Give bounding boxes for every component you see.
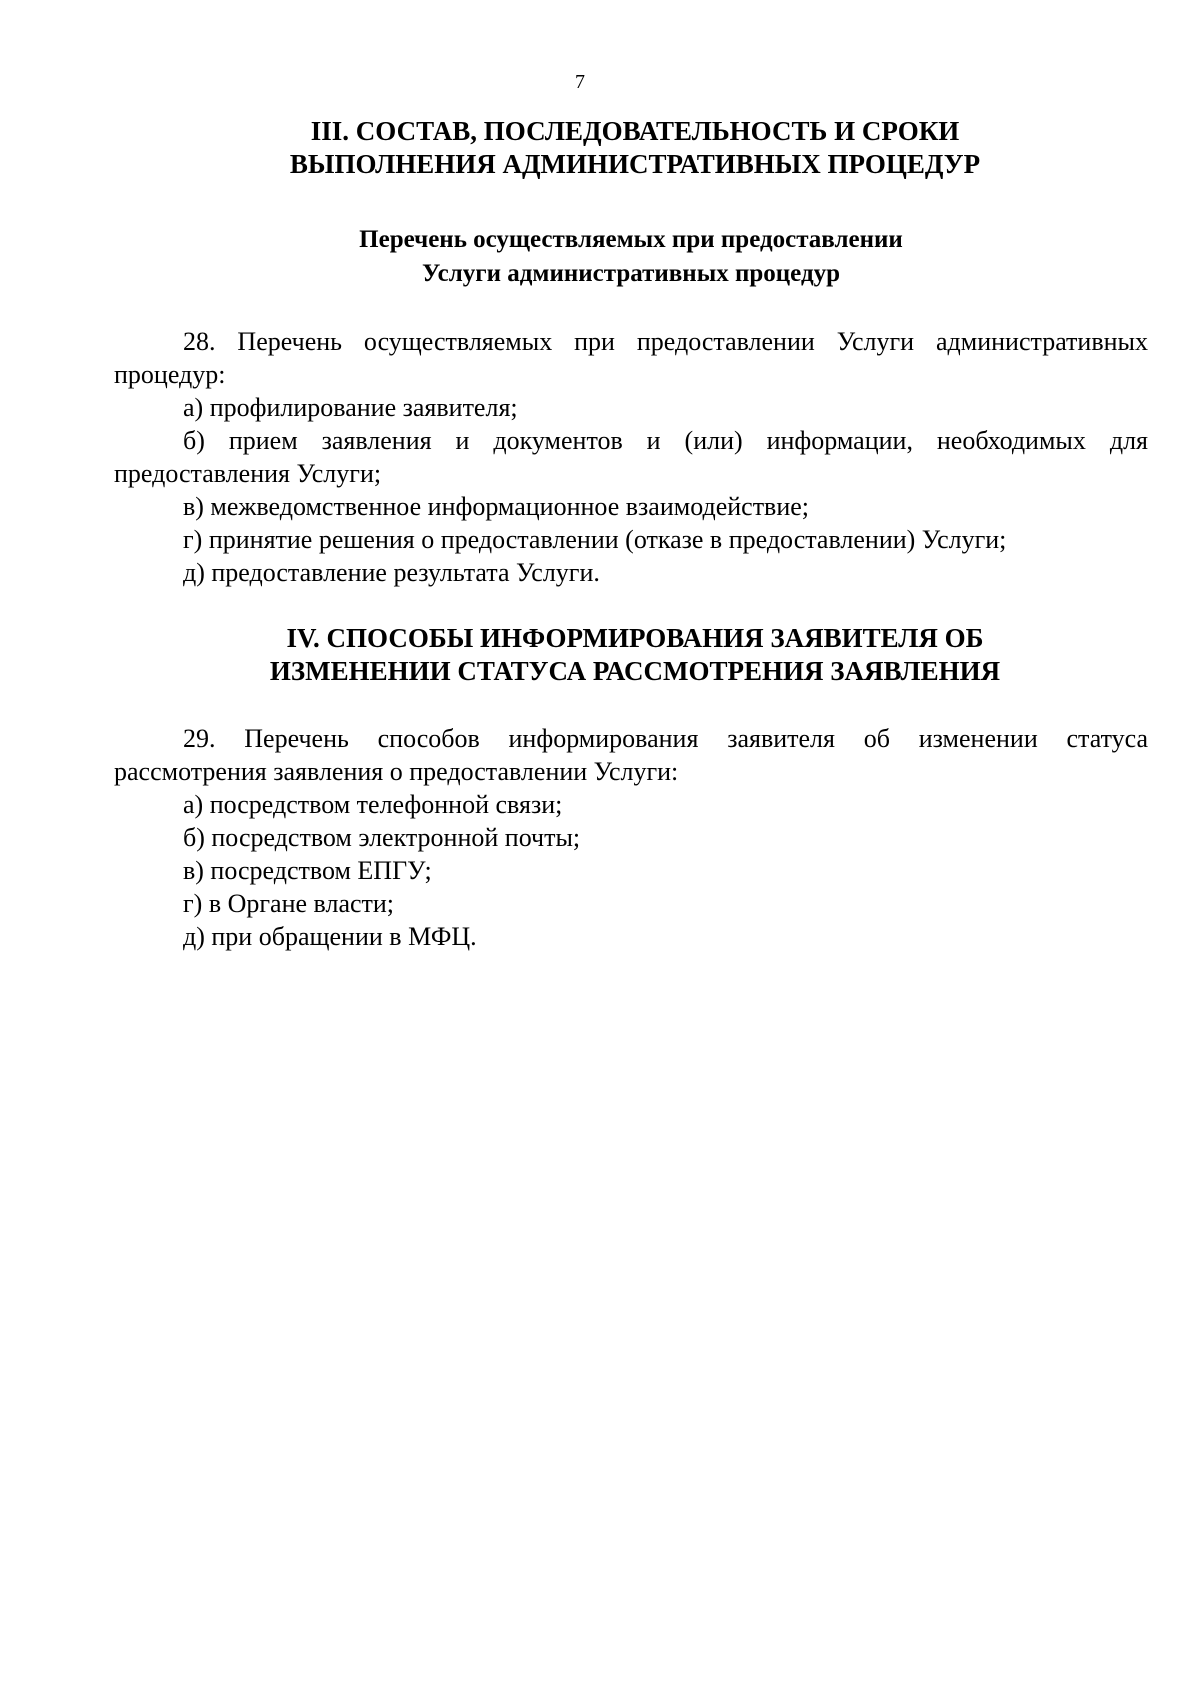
list-item: а) посредством телефонной связи; [183, 790, 563, 819]
section-4 [114, 622, 1148, 953]
section-3-subheading [114, 223, 1148, 291]
page-content [114, 115, 1148, 953]
section-3-subheading-line-2: Услуги административных процедур [422, 260, 840, 287]
section-3 [114, 115, 1148, 589]
section-3-heading-line-2: ВЫПОЛНЕНИЯ АДМИНИСТРАТИВНЫХ ПРОЦЕДУР [289, 149, 981, 179]
section-3-heading-line-1: III. СОСТАВ, ПОСЛЕДОВАТЕЛЬНОСТЬ И СРОКИ [310, 116, 960, 146]
list-item: г) принятие решения о предоставлении (отказе в предоставлении) Услуги; [183, 525, 1007, 554]
section-4-heading-line-1: IV. СПОСОБЫ ИНФОРМИРОВАНИЯ ЗАЯВИТЕЛЯ ОБ [286, 623, 984, 653]
section-3-heading [114, 115, 1148, 181]
section-4-heading [114, 622, 1148, 688]
page-number: 7 [575, 71, 585, 93]
list-item: а) профилирование заявителя; [183, 393, 518, 422]
list-item: в) посредством ЕПГУ; [183, 856, 432, 885]
clause-29: 29. Перечень способов информирования заявителя об изменении статуса рассмотрения заявления о предоставлении Услуги: [114, 724, 1148, 786]
list-item: д) при обращении в МФЦ. [183, 922, 477, 951]
list-item: д) предоставление результата Услуги. [183, 558, 600, 587]
clause-28-list [114, 391, 1148, 589]
section-3-subheading-line-1: Перечень осуществляемых при предоставлении [359, 226, 903, 253]
list-item: б) посредством электронной почты; [183, 823, 581, 852]
clause-29-list [114, 788, 1148, 953]
list-item: в) межведомственное информационное взаимодействие; [183, 492, 810, 521]
list-item: г) в Органе власти; [183, 889, 395, 918]
clause-28: 28. Перечень осуществляемых при предоставлении Услуги административных процедур: [114, 327, 1148, 389]
section-4-heading-line-2: ИЗМЕНЕНИИ СТАТУСА РАССМОТРЕНИЯ ЗАЯВЛЕНИЯ [269, 656, 1001, 686]
list-item: б) прием заявления и документов и (или) информации, необходимых для предоставления Услуги; [114, 426, 1148, 488]
